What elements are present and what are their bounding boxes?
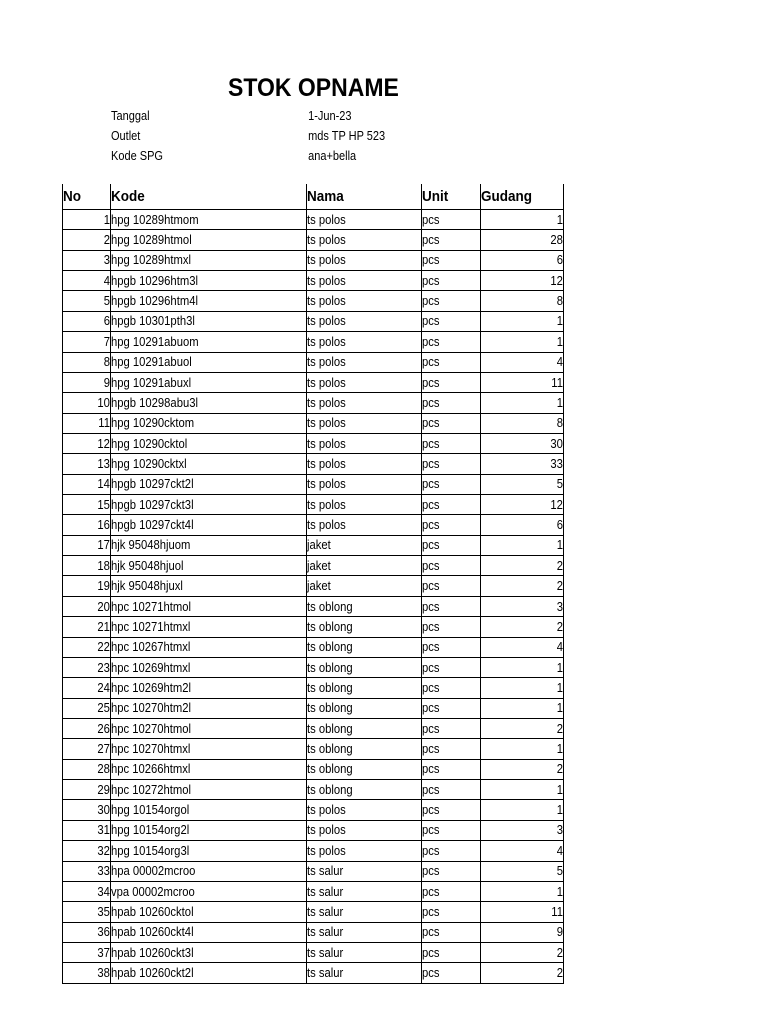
cell-no: 17 [63, 535, 111, 555]
cell-unit: pcs [422, 535, 481, 555]
cell-kode: hpc 10269htmxl [111, 657, 307, 677]
cell-no: 7 [63, 332, 111, 352]
cell-gudang: 33 [481, 454, 564, 474]
table-row [63, 250, 564, 270]
cell-gudang: 1 [481, 881, 564, 901]
cell-nama: jaket [307, 535, 422, 555]
cell-kode: hpc 10270htmxl [111, 739, 307, 759]
cell-unit: pcs [422, 637, 481, 657]
cell-gudang: 2 [481, 942, 564, 962]
cell-no: 28 [63, 759, 111, 779]
table-row [63, 556, 564, 576]
cell-nama: jaket [307, 556, 422, 576]
cell-kode: hjk 95048hjuol [111, 556, 307, 576]
cell-no: 23 [63, 657, 111, 677]
cell-no: 32 [63, 841, 111, 861]
cell-unit: pcs [422, 861, 481, 881]
table-row [63, 576, 564, 596]
cell-gudang: 2 [481, 963, 564, 983]
cell-nama: ts polos [307, 474, 422, 494]
table-row [63, 861, 564, 881]
cell-kode: vpa 00002mcroo [111, 881, 307, 901]
cell-no: 34 [63, 881, 111, 901]
cell-kode: hpg 10290cktol [111, 433, 307, 453]
info-label: Kode SPG [111, 149, 163, 163]
cell-nama: ts oblong [307, 678, 422, 698]
cell-gudang: 11 [481, 372, 564, 392]
cell-unit: pcs [422, 413, 481, 433]
cell-nama: ts polos [307, 372, 422, 392]
cell-unit: pcs [422, 841, 481, 861]
table-row [63, 474, 564, 494]
cell-kode: hpa 00002mcroo [111, 861, 307, 881]
table-row [63, 515, 564, 535]
cell-gudang: 8 [481, 291, 564, 311]
cell-unit: pcs [422, 718, 481, 738]
table-row [63, 881, 564, 901]
cell-no: 10 [63, 393, 111, 413]
cell-no: 24 [63, 678, 111, 698]
cell-gudang: 11 [481, 902, 564, 922]
table-row [63, 535, 564, 555]
cell-gudang: 1 [481, 332, 564, 352]
cell-no: 35 [63, 902, 111, 922]
cell-unit: pcs [422, 596, 481, 616]
cell-kode: hpg 10290cktom [111, 413, 307, 433]
table-row [63, 433, 564, 453]
cell-unit: pcs [422, 454, 481, 474]
cell-kode: hpgb 10296htm4l [111, 291, 307, 311]
cell-kode: hpgb 10298abu3l [111, 393, 307, 413]
cell-nama: ts polos [307, 413, 422, 433]
cell-gudang: 28 [481, 230, 564, 250]
table-row [63, 922, 564, 942]
table-row [63, 759, 564, 779]
cell-nama: ts salur [307, 861, 422, 881]
cell-gudang: 5 [481, 861, 564, 881]
table-row [63, 963, 564, 983]
cell-kode: hpab 10260ckt4l [111, 922, 307, 942]
cell-gudang: 2 [481, 576, 564, 596]
cell-no: 15 [63, 495, 111, 515]
cell-gudang: 2 [481, 718, 564, 738]
cell-gudang: 9 [481, 922, 564, 942]
table-row [63, 291, 564, 311]
table-row [63, 372, 564, 392]
cell-kode: hpc 10272htmol [111, 780, 307, 800]
cell-gudang: 12 [481, 495, 564, 515]
cell-gudang: 4 [481, 637, 564, 657]
cell-nama: ts oblong [307, 739, 422, 759]
info-label: Tanggal [111, 109, 150, 123]
cell-no: 4 [63, 271, 111, 291]
cell-unit: pcs [422, 576, 481, 596]
cell-no: 19 [63, 576, 111, 596]
table-row [63, 739, 564, 759]
cell-gudang: 2 [481, 759, 564, 779]
table-row [63, 800, 564, 820]
cell-no: 12 [63, 433, 111, 453]
cell-unit: pcs [422, 556, 481, 576]
column-header-unit: Unit [422, 184, 481, 210]
cell-kode: hpg 10291abuom [111, 332, 307, 352]
cell-unit: pcs [422, 881, 481, 901]
cell-gudang: 1 [481, 698, 564, 718]
cell-nama: ts polos [307, 820, 422, 840]
cell-kode: hpgb 10301pth3l [111, 311, 307, 331]
table-row [63, 657, 564, 677]
cell-nama: ts oblong [307, 759, 422, 779]
cell-no: 36 [63, 922, 111, 942]
cell-no: 25 [63, 698, 111, 718]
cell-gudang: 1 [481, 739, 564, 759]
cell-kode: hpg 10154org2l [111, 820, 307, 840]
table-row [63, 902, 564, 922]
cell-unit: pcs [422, 210, 481, 230]
cell-kode: hpgb 10297ckt2l [111, 474, 307, 494]
cell-nama: ts polos [307, 210, 422, 230]
cell-kode: hpab 10260cktol [111, 902, 307, 922]
table-row [63, 210, 564, 230]
cell-kode: hpab 10260ckt2l [111, 963, 307, 983]
info-value: mds TP HP 523 [308, 129, 386, 143]
cell-unit: pcs [422, 474, 481, 494]
cell-no: 21 [63, 617, 111, 637]
cell-gudang: 3 [481, 820, 564, 840]
cell-kode: hpc 10266htmxl [111, 759, 307, 779]
cell-gudang: 2 [481, 617, 564, 637]
cell-unit: pcs [422, 902, 481, 922]
cell-kode: hpgb 10297ckt3l [111, 495, 307, 515]
cell-gudang: 12 [481, 271, 564, 291]
table-header-row [63, 184, 564, 210]
cell-gudang: 6 [481, 515, 564, 535]
table-row [63, 942, 564, 962]
cell-unit: pcs [422, 800, 481, 820]
cell-nama: ts polos [307, 271, 422, 291]
cell-no: 2 [63, 230, 111, 250]
table-row [63, 271, 564, 291]
cell-gudang: 1 [481, 311, 564, 331]
column-header-kode: Kode [111, 184, 307, 210]
cell-unit: pcs [422, 617, 481, 637]
column-header-gudang: Gudang [481, 184, 564, 210]
table-row [63, 678, 564, 698]
cell-unit: pcs [422, 780, 481, 800]
cell-unit: pcs [422, 963, 481, 983]
table-row [63, 698, 564, 718]
table-row [63, 617, 564, 637]
cell-nama: ts salur [307, 881, 422, 901]
cell-no: 9 [63, 372, 111, 392]
cell-gudang: 6 [481, 250, 564, 270]
cell-kode: hpc 10271htmxl [111, 617, 307, 637]
cell-no: 31 [63, 820, 111, 840]
cell-no: 1 [63, 210, 111, 230]
cell-kode: hpg 10289htmom [111, 210, 307, 230]
column-header-nama: Nama [307, 184, 422, 210]
cell-nama: ts oblong [307, 596, 422, 616]
cell-gudang: 2 [481, 556, 564, 576]
table-row [63, 393, 564, 413]
cell-no: 5 [63, 291, 111, 311]
cell-unit: pcs [422, 433, 481, 453]
cell-no: 8 [63, 352, 111, 372]
cell-nama: ts salur [307, 922, 422, 942]
cell-kode: hpc 10270htm2l [111, 698, 307, 718]
table-row [63, 841, 564, 861]
cell-gudang: 1 [481, 678, 564, 698]
cell-nama: ts polos [307, 352, 422, 372]
cell-unit: pcs [422, 250, 481, 270]
table-body [63, 210, 564, 984]
page-title: STOK OPNAME [228, 74, 399, 102]
cell-unit: pcs [422, 678, 481, 698]
table-row [63, 596, 564, 616]
cell-kode: hpc 10270htmol [111, 718, 307, 738]
cell-no: 33 [63, 861, 111, 881]
cell-nama: ts salur [307, 942, 422, 962]
cell-unit: pcs [422, 332, 481, 352]
table-row [63, 332, 564, 352]
table-row [63, 454, 564, 474]
table-row [63, 718, 564, 738]
cell-nama: ts polos [307, 250, 422, 270]
cell-unit: pcs [422, 393, 481, 413]
cell-nama: ts polos [307, 311, 422, 331]
cell-kode: hpg 10290cktxl [111, 454, 307, 474]
cell-nama: ts oblong [307, 657, 422, 677]
cell-nama: ts oblong [307, 780, 422, 800]
cell-kode: hpg 10289htmxl [111, 250, 307, 270]
cell-unit: pcs [422, 820, 481, 840]
info-label: Outlet [111, 129, 141, 143]
cell-nama: ts oblong [307, 637, 422, 657]
cell-kode: hpc 10267htmxl [111, 637, 307, 657]
cell-nama: jaket [307, 576, 422, 596]
cell-unit: pcs [422, 759, 481, 779]
cell-nama: ts polos [307, 841, 422, 861]
cell-unit: pcs [422, 922, 481, 942]
cell-no: 18 [63, 556, 111, 576]
cell-gudang: 1 [481, 535, 564, 555]
cell-kode: hpg 10291abuol [111, 352, 307, 372]
cell-kode: hpgb 10296htm3l [111, 271, 307, 291]
cell-kode: hpg 10291abuxl [111, 372, 307, 392]
cell-nama: ts polos [307, 454, 422, 474]
cell-no: 6 [63, 311, 111, 331]
cell-no: 16 [63, 515, 111, 535]
cell-gudang: 1 [481, 800, 564, 820]
cell-nama: ts polos [307, 291, 422, 311]
cell-no: 13 [63, 454, 111, 474]
cell-no: 20 [63, 596, 111, 616]
cell-nama: ts salur [307, 963, 422, 983]
table-row [63, 637, 564, 657]
cell-gudang: 4 [481, 841, 564, 861]
cell-unit: pcs [422, 657, 481, 677]
cell-kode: hpgb 10297ckt4l [111, 515, 307, 535]
cell-gudang: 1 [481, 393, 564, 413]
cell-unit: pcs [422, 230, 481, 250]
cell-nama: ts oblong [307, 617, 422, 637]
table-row [63, 820, 564, 840]
cell-nama: ts polos [307, 515, 422, 535]
table-row [63, 311, 564, 331]
cell-no: 22 [63, 637, 111, 657]
cell-no: 3 [63, 250, 111, 270]
table-row [63, 413, 564, 433]
cell-gudang: 30 [481, 433, 564, 453]
cell-unit: pcs [422, 311, 481, 331]
cell-kode: hpab 10260ckt3l [111, 942, 307, 962]
cell-no: 14 [63, 474, 111, 494]
cell-nama: ts polos [307, 433, 422, 453]
cell-kode: hpg 10154orgol [111, 800, 307, 820]
table-row [63, 352, 564, 372]
table-row [63, 230, 564, 250]
stock-table [62, 184, 564, 984]
cell-unit: pcs [422, 942, 481, 962]
cell-gudang: 1 [481, 657, 564, 677]
cell-unit: pcs [422, 515, 481, 535]
cell-nama: ts oblong [307, 698, 422, 718]
cell-no: 37 [63, 942, 111, 962]
cell-unit: pcs [422, 291, 481, 311]
cell-nama: ts polos [307, 495, 422, 515]
info-value: 1-Jun-23 [308, 109, 352, 123]
column-header-no: No [63, 184, 111, 210]
cell-kode: hpc 10271htmol [111, 596, 307, 616]
cell-no: 30 [63, 800, 111, 820]
cell-gudang: 4 [481, 352, 564, 372]
cell-no: 38 [63, 963, 111, 983]
cell-kode: hjk 95048hjuom [111, 535, 307, 555]
cell-gudang: 8 [481, 413, 564, 433]
cell-kode: hpc 10269htm2l [111, 678, 307, 698]
cell-nama: ts polos [307, 393, 422, 413]
cell-kode: hjk 95048hjuxl [111, 576, 307, 596]
cell-kode: hpg 10154org3l [111, 841, 307, 861]
cell-unit: pcs [422, 739, 481, 759]
cell-gudang: 1 [481, 210, 564, 230]
cell-unit: pcs [422, 495, 481, 515]
cell-nama: ts polos [307, 230, 422, 250]
cell-kode: hpg 10289htmol [111, 230, 307, 250]
cell-unit: pcs [422, 271, 481, 291]
cell-no: 29 [63, 780, 111, 800]
cell-no: 11 [63, 413, 111, 433]
cell-no: 27 [63, 739, 111, 759]
cell-gudang: 1 [481, 780, 564, 800]
table-row [63, 495, 564, 515]
cell-no: 26 [63, 718, 111, 738]
cell-nama: ts oblong [307, 718, 422, 738]
table-row [63, 780, 564, 800]
cell-unit: pcs [422, 352, 481, 372]
cell-nama: ts salur [307, 902, 422, 922]
cell-gudang: 5 [481, 474, 564, 494]
cell-gudang: 3 [481, 596, 564, 616]
cell-unit: pcs [422, 698, 481, 718]
info-value: ana+bella [308, 149, 357, 163]
cell-nama: ts polos [307, 332, 422, 352]
cell-unit: pcs [422, 372, 481, 392]
cell-nama: ts polos [307, 800, 422, 820]
